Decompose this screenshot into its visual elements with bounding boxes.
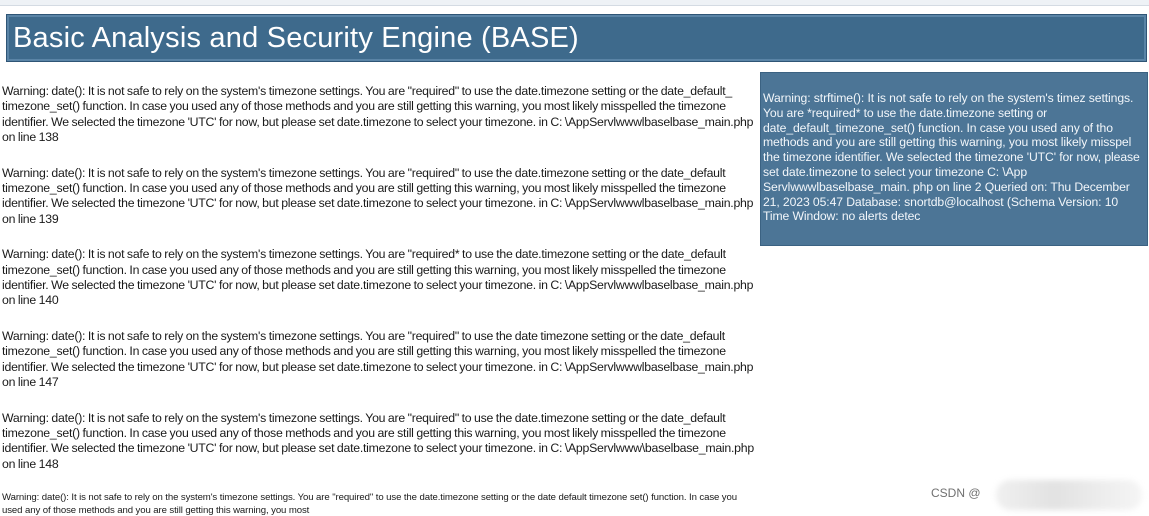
php-warning-line-138: Warning: date(): It is not safe to rely on the system's timezone settings. You are "required" to use the date.timezone setting or the date_default_ timezone_set() function. In case you used any of those methods and you are still getting this warning, you most likely misspelled the timezone identifier. We selected the timezone 'UTC' for now, but please set date.timezone to select your timezone. in C: \AppServlwwwlbaselbase_main.php on line 138 xyxy=(2,84,754,145)
strftime-warning-and-query-info: Warning: strftime(): It is not safe to rely on the system's timez settings. You are *required* to use the date.timezone setting or date_default_timezone_set() function. In case you used any of tho methods and you are still getting this warning, you most likely misspel the timezone identifier. We selected the timezone 'UTC' for now, please set date.timezone to select your timezone C: \App Servlwwwlbaselbase_main. php on line 2 Queried on: Thu December 21, 2023 05:47 Database: snortdb@localhost (Schema Version: 10 Time Window: no alerts detec xyxy=(763,91,1140,224)
php-warning-line-148: Warning: date(): It is not safe to rely on the system's timezone settings. You are "required" to use the date.timezone setting or the date_default timezone_set() function. In case you used any of those methods and you are still getting this warning, you most likely misspelled the timezone identifier. We selected the timezone 'UTC' for now, but please set date.timezone to select your timezone. in C: \AppServlwww\baselbase_main.php on line 148 xyxy=(2,410,754,471)
browser-top-edge xyxy=(0,0,1149,6)
php-warning-line-140: Warning: date(): It is not safe to rely on the system's timezone settings. You are "required* to use the date.timezone setting or the date_default timezone_set() function. In case you used any of those methods and you are still getting this warning, you most likely misspelled the timezone identifier. We selected the timezone 'UTC' for now, but please set date.timezone to select your timezone. in C: \AppServlwwwlbaselbase_main.php on line 140 xyxy=(2,247,754,308)
page-header-banner xyxy=(6,14,1147,62)
blurred-username xyxy=(996,480,1142,510)
page-title: Basic Analysis and Security Engine (BASE) xyxy=(13,22,579,54)
php-warning-list xyxy=(2,84,756,516)
php-warning-line-147: Warning: date(): It is not safe to rely on the system's timezone settings. You are "required" to use the date timezone setting or the date_default timezone_set() function. In case you used any of those methods and you are still getting this warning, you most likely misspelled the timezone identifier. We selected the timezone 'UTC' for now, but please set date.timezone to select your timezone. in C: \AppServlwwwlbaselbase_main.php on line 147 xyxy=(2,328,754,390)
query-info-panel xyxy=(760,72,1148,246)
php-warning-line-139: Warning: date(): It is not safe to rely on the system's timezone settings. You are "required" to use the date.timezone setting or the date_default timezone_set() function. In case you used any of those methods and you are still getting this warning, you most likely misspelled the timezone identifier. We selected the timezone 'UTC' for now, but please set date.timezone to select your timezone. in C: \AppServlwwwlbaselbase_main.php on line 139 xyxy=(2,165,754,226)
php-warning-truncated: Warning: date(): It is not safe to rely on the system's timezone settings. You are "required" to use the date.timezone setting or the date default timezone set() function. In case you used any of those methods and you are still getting this warning, you most xyxy=(2,492,737,516)
csdn-watermark: CSDN @ xyxy=(931,486,981,500)
